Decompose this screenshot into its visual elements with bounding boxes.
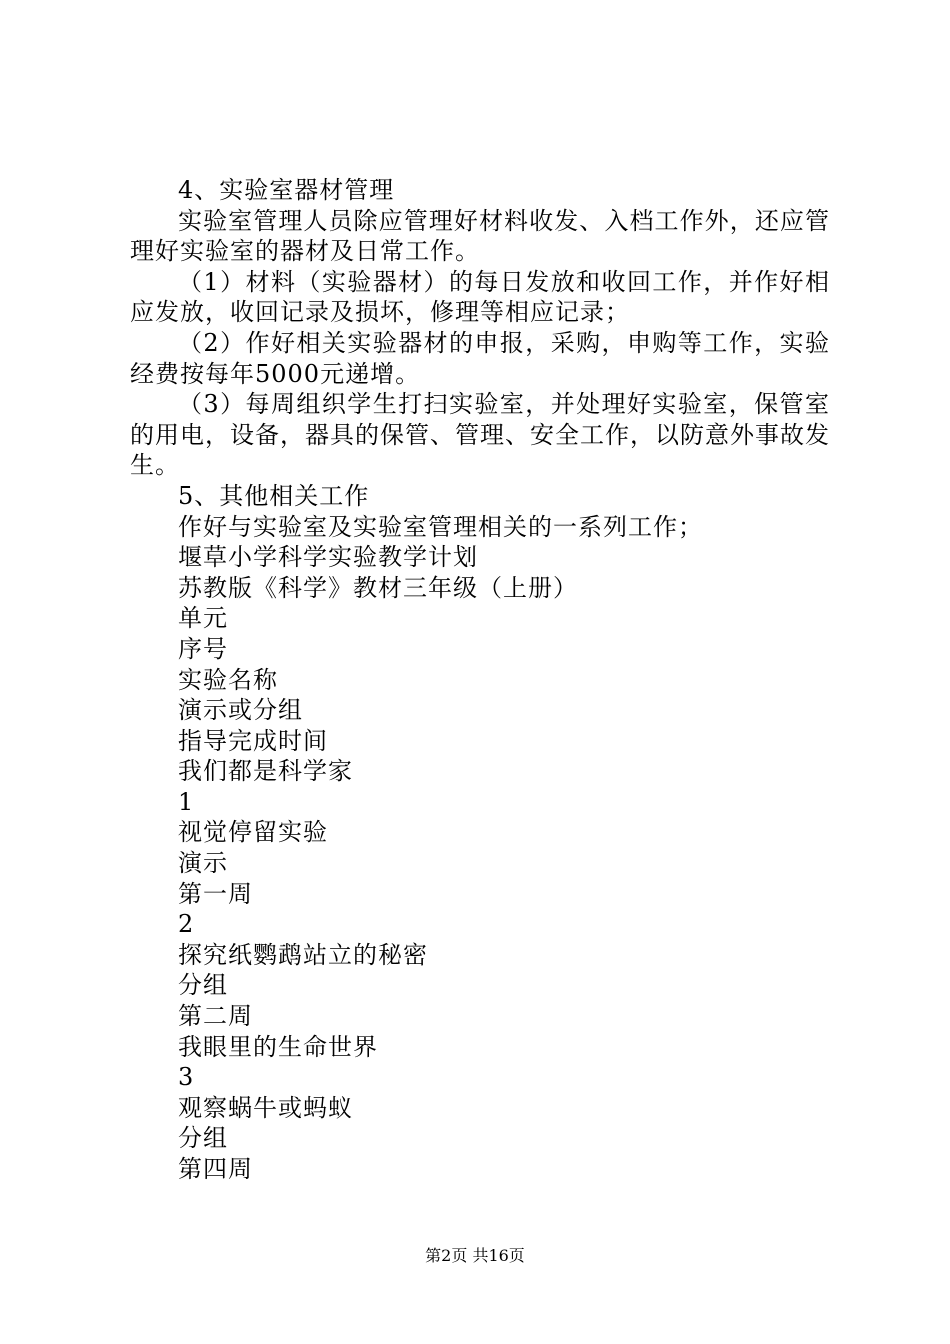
table-header-time: 指导完成时间 — [178, 726, 328, 755]
table-cell-mode: 分组 — [178, 1124, 228, 1153]
table-cell-mode: 分组 — [178, 971, 228, 1000]
section-4-item-1: （1）材料（实验器材）的每日发放和收回工作，并作好相应发放，收回记录及损坏，修理等相应记录； — [130, 267, 830, 327]
table-cell-experiment: 视觉停留实验 — [178, 818, 328, 847]
table-cell-time: 第四周 — [178, 1155, 253, 1183]
table-cell-number: 1 — [178, 787, 195, 816]
table-header-unit: 单元 — [178, 604, 228, 633]
table-cell-time: 第二周 — [178, 1002, 253, 1031]
table-cell-number: 2 — [178, 910, 195, 939]
table-cell-number: 3 — [178, 1063, 195, 1092]
plan-title: 堰草小学科学实验教学计划 — [178, 543, 478, 572]
section-5-heading: 5、其他相关工作 — [178, 481, 370, 510]
table-cell-time: 第一周 — [178, 879, 253, 908]
page-footer: 第2页 共16页 — [425, 1246, 525, 1265]
table-header-number: 序号 — [178, 634, 228, 663]
section-4-heading: 4、实验室器材管理 — [178, 176, 395, 204]
table-header-experiment: 实验名称 — [178, 665, 278, 694]
table-unit-name: 我们都是科学家 — [178, 757, 353, 786]
table-unit-name: 我眼里的生命世界 — [178, 1032, 378, 1061]
table-cell-experiment: 观察蜗牛或蚂蚁 — [178, 1093, 353, 1122]
section-4-item-3: （3）每周组织学生打扫实验室，并处理好实验室，保管室的用电，设备，器具的保管、管理、安全工作，以防意外事故发生。 — [130, 390, 830, 480]
plan-subtitle: 苏教版《科学》教材三年级（上册） — [178, 573, 578, 602]
section-4-intro: 实验室管理人员除应管理好材料收发、入档工作外，还应管理好实验室的器材及日常工作。 — [130, 206, 830, 266]
section-4-item-2: （2）作好相关实验器材的申报，采购，申购等工作，实验经费按每年5000元递增。 — [130, 328, 830, 388]
section-5-body: 作好与实验室及实验室管理相关的一系列工作； — [178, 512, 703, 541]
document-body — [130, 175, 830, 1185]
table-cell-experiment: 探究纸鹦鹉站立的秘密 — [178, 940, 428, 969]
table-header-mode: 演示或分组 — [178, 696, 303, 725]
table-cell-mode: 演示 — [178, 849, 228, 878]
